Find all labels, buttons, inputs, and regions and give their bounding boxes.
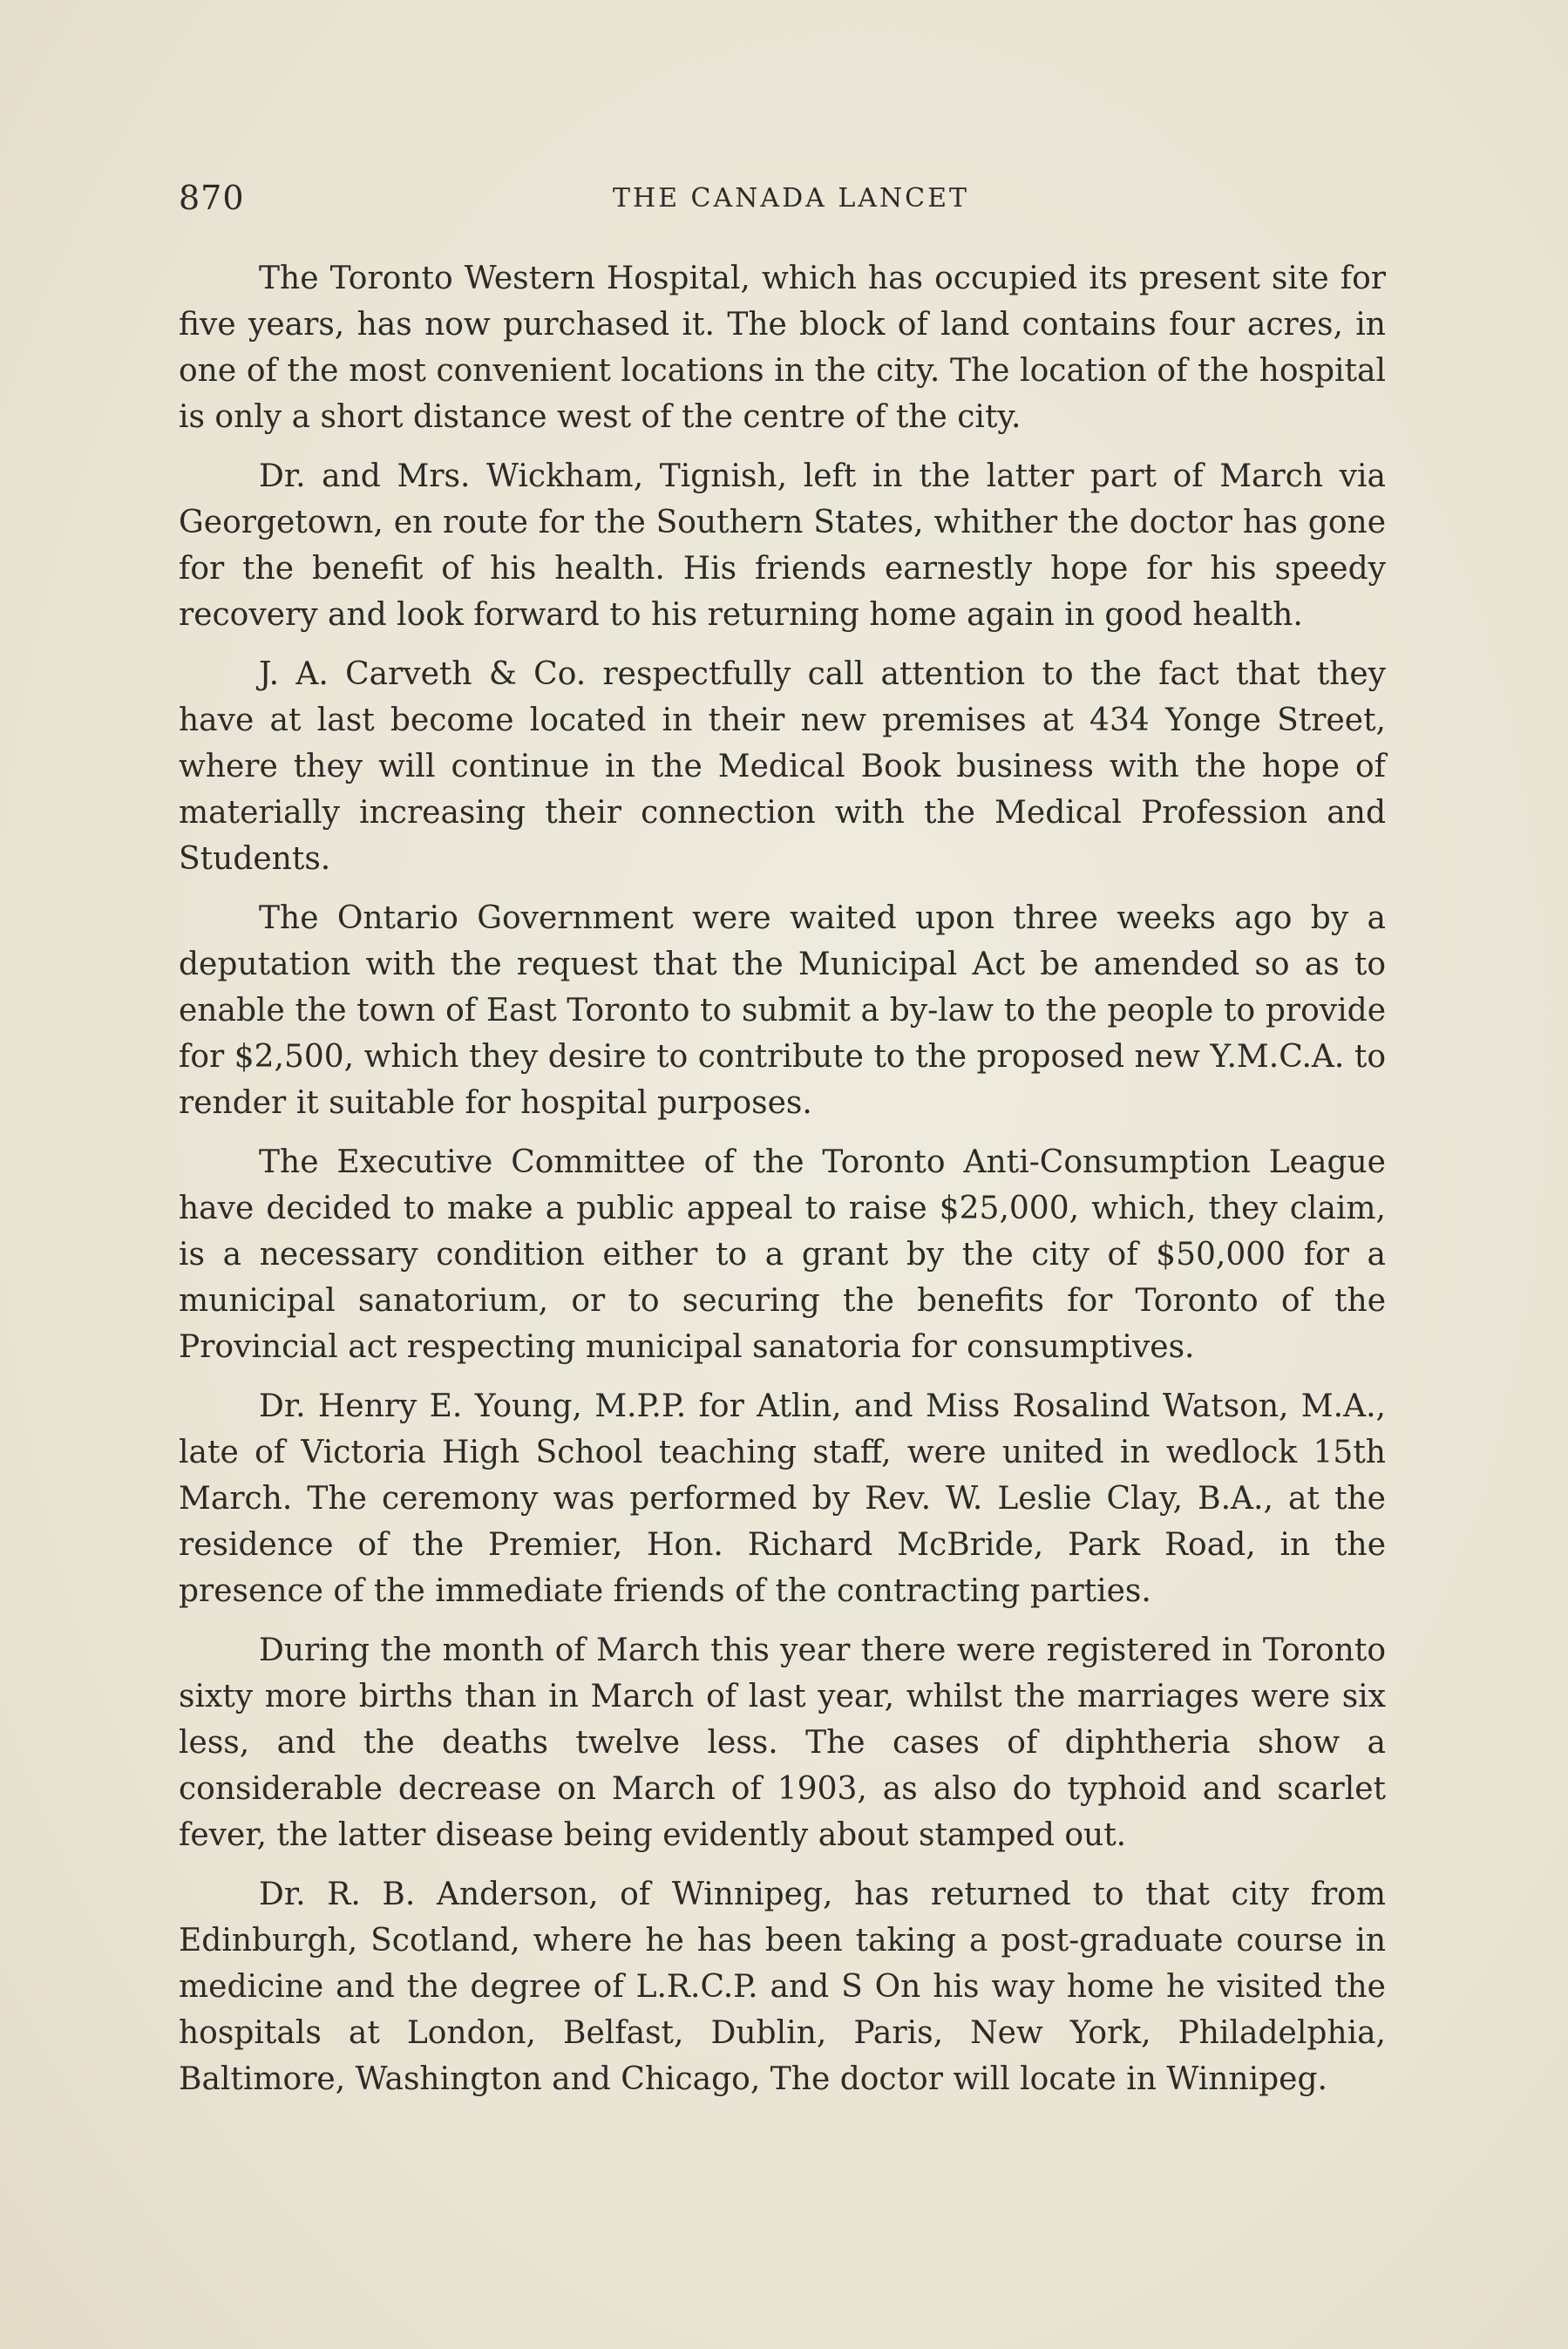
paragraph-young-watson-wedding: Dr. Henry E. Young, M.P.P. for Atlin, and Miss Rosalind Watson, M.A., late of Victoria High School teaching staff, were united in wedlock 15th March. The ceremony was performed by Rev. W. Leslie Clay, B.A., at the residence of the Premier, Hon. Richard McBride, Park Road, in the presence of the immediate friends of the contracting parties.: [179, 1388, 1386, 1609]
page-number: 870: [179, 179, 245, 217]
paragraph-toronto-vital-statistics: During the month of March this year there were registered in Toronto sixty more births than in March of last year, whilst the marriages were six less, and the deaths twelve less. The cases of diphtheria show a considerable decrease on March of 1903, as also do typhoid and scarlet fever, the latter disease being evidently about stamped out.: [179, 1633, 1386, 1853]
paragraph-anderson-winnipeg: Dr. R. B. Anderson, of Winnipeg, has returned to that city from Edinburgh, Scotland, where he has been taking a post-graduate course in medicine and the degree of L.R.C.P. and S On his way home he visited the hospitals at London, Belfast, Dublin, Paris, New York, Philadelphia, Baltimore, Washington and Chicago, The doctor will locate in Winnipeg.: [179, 1877, 1386, 2097]
paragraph-anti-consumption-league: The Executive Committee of the Toronto Anti-Consumption League have decided to make a public appeal to raise $25,000, which, they claim, is a necessary condition either to a grant by the city of $50,000 for a municipal sanatorium, or to securing the benefits for Toronto of the Provincial act respecting municipal sanatoria for consumptives.: [179, 1144, 1386, 1365]
paragraph-toronto-western-hospital: The Toronto Western Hospital, which has occupied its present site for five years, has now purchased it. The block of land contains four acres, in one of the most convenient locations in the city. The location of the hospital is only a short distance west of the centre of the city.: [179, 261, 1386, 435]
paragraph-carveth: J. A. Carveth & Co. respectfully call attention to the fact that they have at last become located in their new premises at 434 Yonge Street, where they will continue in the Medical Book business with the hope of materially increasing their connection with the Medical Profession and Students.: [179, 656, 1386, 877]
article-body: [179, 255, 1386, 2115]
paragraph-wickham: Dr. and Mrs. Wickham, Tignish, left in the latter part of March via Georgetown, en route for the Southern States, whither the doctor has gone for the benefit of his health. His friends earnestly hope for his speedy recovery and look forward to his returning home again in good health.: [179, 458, 1386, 633]
page-header: [179, 179, 1386, 222]
running-title: THE CANADA LANCET: [612, 183, 970, 214]
paragraph-ontario-government: The Ontario Government were waited upon three weeks ago by a deputation with the request that the Municipal Act be amended so as to enable the town of East Toronto to submit a by-law to the people to provide for $2,500, which they desire to contribute to the proposed new Y.M.C.A. to render it suitable for hospital purposes.: [179, 900, 1386, 1121]
